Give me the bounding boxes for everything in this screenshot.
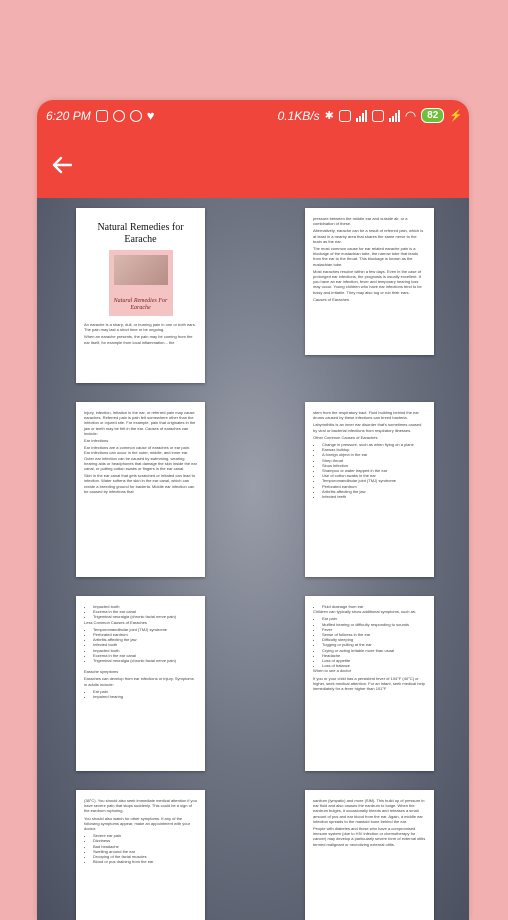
app-bar	[37, 132, 469, 198]
list-item: • Sinus infection	[322, 463, 426, 468]
list-item: • Difficulty sleeping	[322, 637, 426, 642]
pdf-page[interactable]	[305, 208, 434, 355]
list-item: • Change in pressure, such as when flying on a plane	[322, 442, 426, 447]
pdf-page[interactable]	[76, 208, 205, 383]
pdf-page[interactable]	[76, 790, 205, 920]
status-bar-left	[46, 109, 154, 123]
cover-photo	[114, 255, 168, 285]
list-item: • Swelling around the ear	[93, 849, 197, 854]
blocked-notification-icon	[113, 110, 125, 122]
list-item: • Temporomandibular joint (TMJ) syndrome	[322, 478, 426, 483]
list-item: • Impacted tooth	[93, 648, 197, 653]
list-item: • Impaired hearing	[93, 694, 197, 699]
list-item: • Infected tooth	[93, 642, 197, 647]
list-item: • Loss of appetite	[322, 658, 426, 663]
page-text: An earache is a sharp, dull, or burning pain in one or both ears. The pain may last a short time or be ongoing.	[84, 322, 196, 333]
list-item: • Use of cotton swabs in the ear	[322, 473, 426, 478]
signal-icon	[356, 110, 367, 122]
bullet-list	[84, 689, 197, 699]
list-item: • Headache	[322, 653, 426, 658]
list-item: • Strep throat	[322, 458, 426, 463]
page-text: Skin in the ear canal that gets scratched or irritated can lead to infection. Water softens the skin in the ear canal, which can create a breeding ground for bacteria. Middle ear infection can be caused by infections that	[84, 473, 195, 494]
phone-screen	[37, 100, 469, 920]
list-item: • Trigeminal neuralgia (chronic facial nerve pain)	[93, 658, 197, 663]
pdf-page[interactable]	[305, 790, 434, 920]
list-item: • Bad headache	[93, 844, 197, 849]
status-bar	[37, 100, 469, 132]
pdf-page[interactable]	[305, 596, 434, 771]
page-text: People with diabetes and those who have a compromised immune system (due to HIV infection or chemotherapy for cancer) may develop a particularly severe form of external otitis termed malignant or necrotizing external otitis.	[313, 826, 426, 847]
volte-icon-2	[372, 110, 384, 122]
page-text: When to see a doctor	[313, 668, 352, 674]
blocked-notification-icon-2	[130, 110, 142, 122]
list-item: • Trigeminal neuralgia (chronic facial nerve pain)	[93, 614, 197, 619]
page-text: Less Common Causes of Earaches	[84, 619, 147, 625]
status-bar-right	[278, 108, 463, 123]
status-time: 6:20 PM	[46, 109, 91, 123]
list-item: • Eczema in the ear canal	[93, 609, 197, 614]
charging-icon: ⚡	[449, 109, 463, 122]
page-text: sanitum (lympatic) and more (SIM). This build up of pressure in ear fluid and also causes the eardrum to bulge. When the eardrum bulges, it occasionally bleeds and releases a small amount of pus and ear blood from the ear. Again, a middle ear infection spreads to the mastoid bone behind the ear.	[313, 798, 425, 824]
page-text: The most common cause for ear related earache pain is a blockage of the eustachian tube, the narrow tube that leads from the ear to the throat. This blockage is known as the eustachian tube.	[313, 246, 418, 267]
list-item: • Perforated eardrum	[93, 632, 197, 637]
gallery-notification-icon	[96, 110, 108, 122]
signal-icon-2	[389, 110, 400, 122]
list-item: • Ear pain	[93, 689, 197, 694]
list-item: • Severe ear pain	[93, 833, 197, 838]
page-text: You should also watch for other symptoms. If any of the following symptoms appear, make an appointment with your doctor:	[84, 815, 191, 832]
list-item: • Fluid drainage from ear	[322, 604, 426, 609]
bullet-list	[313, 442, 426, 499]
back-arrow-icon	[52, 156, 72, 174]
pdf-page[interactable]	[76, 596, 205, 771]
page-text: pressure between the middle ear and outside air, or a combination of these.	[313, 216, 408, 227]
bullet-list	[84, 627, 197, 663]
list-item: • Tugging or pulling at the ear	[322, 642, 426, 647]
list-item: • A foreign object in the ear	[322, 452, 426, 457]
list-item: • Impacted tooth	[93, 604, 197, 609]
page-text: Earache symptoms	[84, 669, 119, 675]
bullet-list	[84, 604, 197, 620]
page-text: Most earaches resolve within a few days. Even in the case of prolonged ear infections, the prognosis is usually excellent. If you have an ear infection, fever and temporary hearing loss may occur. Young children who have ear infections tend to be fussy and irritable. They may also tug or rub their ears.	[313, 268, 422, 295]
wifi-icon: ◠	[404, 107, 417, 123]
page-text: Alternatively, earache can be a result of referred pain, which is at least in a nearby area that shares the same nerve to the brain as the ear.	[313, 228, 424, 244]
pdf-viewer[interactable]	[37, 198, 469, 920]
cover-image	[109, 250, 173, 316]
list-item: • Temporomandibular joint (TMJ) syndrome	[93, 627, 197, 632]
list-item: • Shampoo or water trapped in the ear	[322, 468, 426, 473]
list-item: • Sense of fullness in the ear	[322, 632, 426, 637]
bluetooth-icon: ✱	[324, 109, 334, 122]
list-item: • Loss of balance	[322, 663, 426, 668]
list-item: • Drooping of the facial muscles	[93, 854, 197, 859]
list-item: • Fever	[322, 627, 426, 632]
bullet-list	[84, 833, 197, 864]
list-item: • Earwax buildup	[322, 447, 426, 452]
page-text: Causes of Earaches	[313, 296, 350, 302]
page-text: If you or your child has a persistent fever of 104°F (40°C) or higher, seek medical attention. For an infant, seek medical help immediately for a fever higher than 101°F	[313, 675, 425, 692]
network-speed: 0.1KB/s	[277, 108, 320, 123]
list-item: • Dizziness	[93, 838, 197, 843]
list-item: • Arthritis affecting the jaw	[322, 489, 426, 494]
pdf-page[interactable]	[305, 402, 434, 577]
page-title: Natural Remedies for Earache	[97, 222, 184, 245]
page-text: Ear infections	[84, 438, 109, 444]
pdf-page[interactable]	[76, 402, 205, 577]
volte-icon	[339, 110, 351, 122]
list-item: • Eczema in the ear canal	[93, 653, 197, 658]
list-item: • Perforated eardrum	[322, 484, 426, 489]
cover-caption: Natural Remedies For Earache	[113, 298, 168, 311]
list-item: • Ear pain	[322, 616, 426, 621]
page-text: stem from the respiratory tract. Fluid building behind the ear drums caused by these infections can breed bacteria.	[313, 410, 419, 421]
page-text: Injury, infection, irritation in the ear, or referred pain may cause earaches. Referred pain is pain felt somewhere other than the infection or injured site. For example, pain that originates in the jaw or teeth may be felt in the ear. Causes of earaches can include:	[84, 410, 196, 436]
page-text: Ear infections are a common cause of earaches or ear pain. Ear infections can occur in the outer, middle, and inner ear. Outer ear infection can be caused by swimming, wearing hearing aids or headphones that damage the skin inside the ear canal, or putting cotton swabs or fingers in the ear canal.	[84, 445, 197, 472]
heart-icon: ♥	[146, 108, 155, 123]
page-text: Earaches can develop from ear infections or injury. Symptoms in adults include:	[84, 676, 194, 687]
list-item: • Blood or pus draining from the ear	[93, 859, 197, 864]
page-text: When an earache presents, the pain may be coming from the ear itself, for example from local inflammation... the	[84, 334, 193, 345]
bullet-list	[313, 616, 426, 668]
list-item: • Muffled hearing or difficulty responding to sounds	[322, 622, 426, 627]
page-text: (38°C). You should also seek immediate medical attention if you have severe pain that stops suddenly. This could be a sign of the eardrum rupturing.	[84, 798, 197, 814]
list-item: • Crying or acting irritable more than usual	[322, 648, 426, 653]
page-text: Other Common Causes of Earaches	[313, 434, 378, 440]
back-button[interactable]	[45, 148, 79, 182]
page-text: Labyrinthitis is an inner ear disorder that's sometimes caused by viral or bacterial infections from respiratory illnesses.	[313, 422, 422, 433]
list-item: • Arthritis affecting the jaw	[93, 637, 197, 642]
battery-indicator: 82	[421, 108, 444, 123]
page-text: Children can typically show additional symptoms, such as:	[313, 609, 416, 615]
list-item: • Infected teeth	[322, 494, 426, 499]
